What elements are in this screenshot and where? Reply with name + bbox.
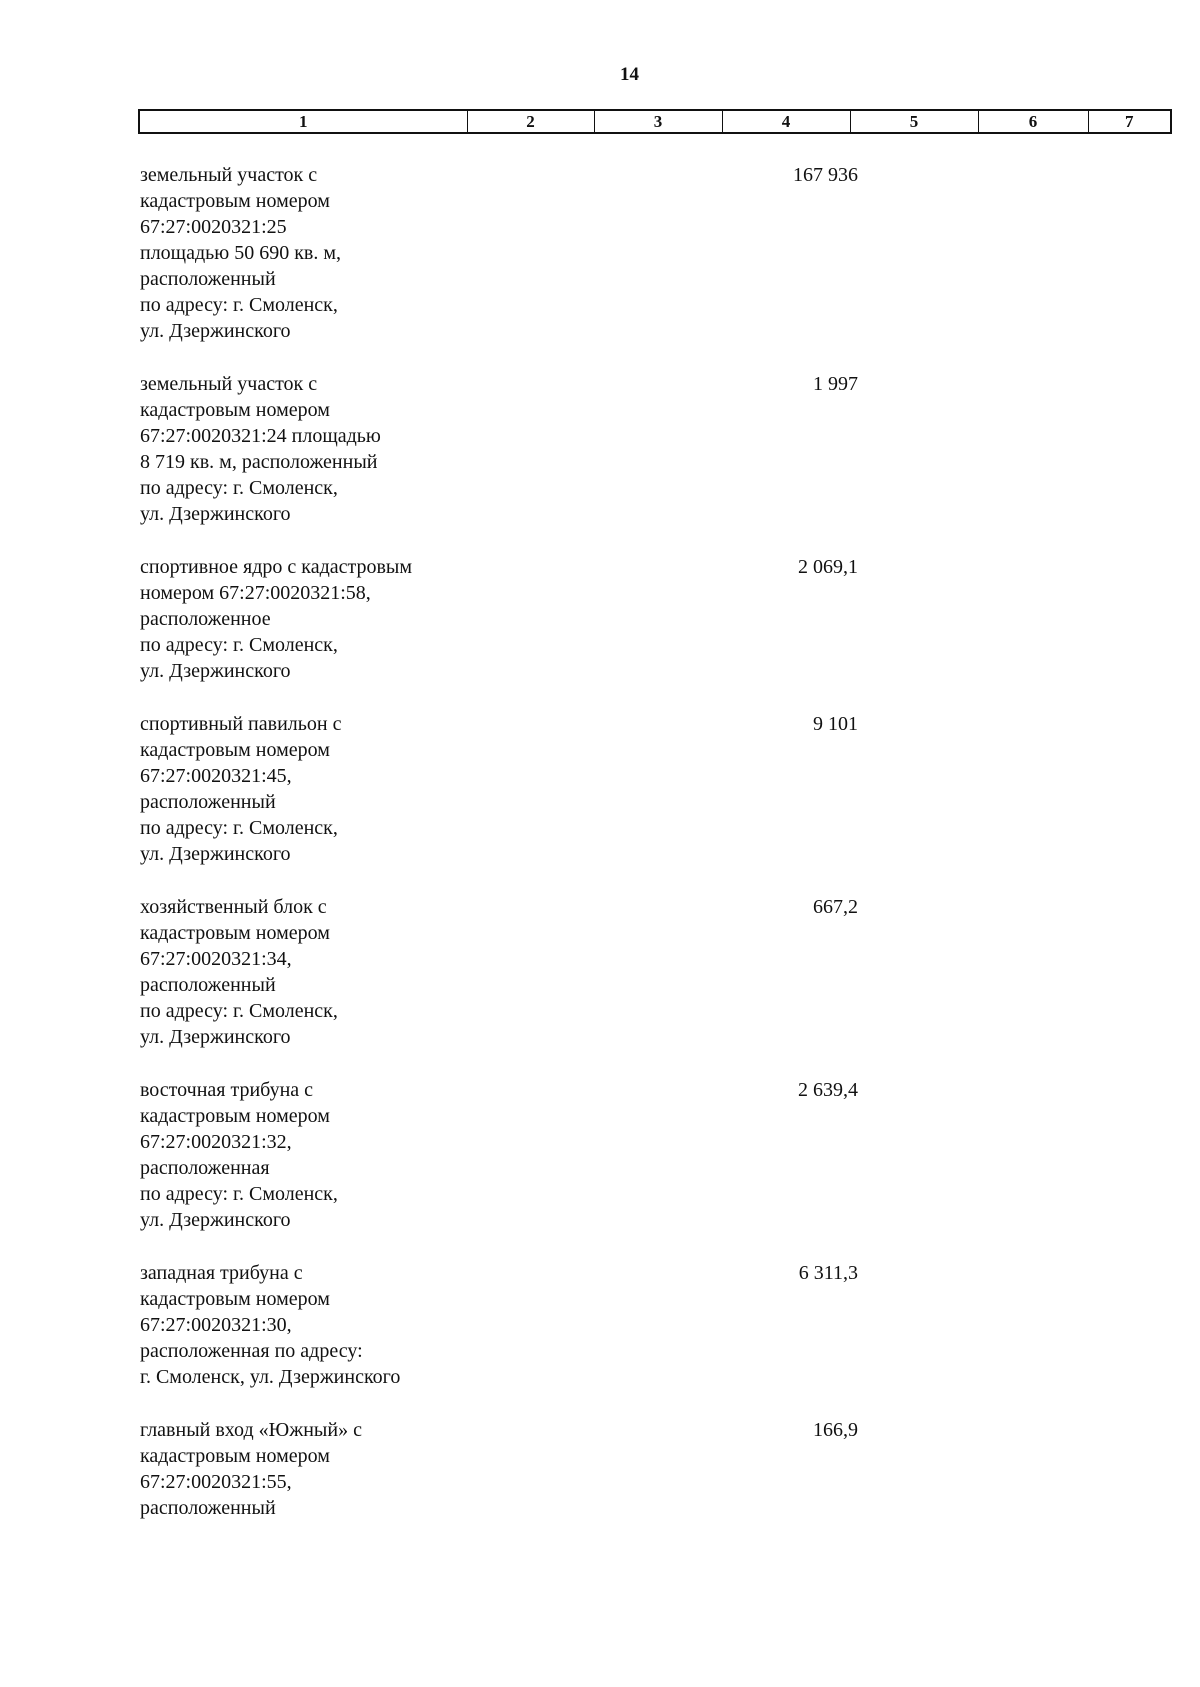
page-number: 14 — [620, 64, 639, 85]
property-description: главный вход «Южный» с кадастровым номером 67:27:0020321:55, расположенный — [140, 1419, 362, 1519]
property-entry — [140, 162, 858, 344]
property-description: восточная трибуна с кадастровым номером 67:27:0020321:32, расположенная по адресу: г. Смоленск, ул. Дзержинского — [140, 1079, 338, 1231]
column-number-1: 1 — [139, 110, 467, 133]
property-entry — [140, 1417, 858, 1521]
property-entry — [140, 371, 858, 527]
column-number-7: 7 — [1088, 110, 1171, 133]
property-entry — [140, 1260, 858, 1390]
property-entry — [140, 711, 858, 867]
property-entry — [140, 1077, 858, 1233]
property-description: западная трибуна с кадастровым номером 67:27:0020321:30, расположенная по адресу: г. Смоленск, ул. Дзержинского — [140, 1262, 401, 1388]
property-description: земельный участок с кадастровым номером 67:27:0020321:25 площадью 50 690 кв. м, расположенный по адресу: г. Смоленск, ул. Дзержинского — [140, 164, 342, 342]
column-number-3: 3 — [594, 110, 722, 133]
property-entry — [140, 894, 858, 1050]
property-list — [140, 162, 858, 1548]
property-value: 667,2 — [813, 896, 858, 918]
property-value: 1 997 — [813, 373, 858, 395]
property-value: 167 936 — [793, 164, 858, 186]
property-value: 166,9 — [813, 1419, 858, 1441]
column-number-4: 4 — [722, 110, 850, 133]
property-value: 2 639,4 — [798, 1079, 858, 1101]
column-number-header — [138, 109, 1172, 134]
property-value: 6 311,3 — [798, 1262, 858, 1284]
property-description: хозяйственный блок с кадастровым номером 67:27:0020321:34, расположенный по адресу: г. Смоленск, ул. Дзержинского — [140, 896, 338, 1048]
property-value: 9 101 — [813, 713, 858, 735]
property-entry — [140, 554, 858, 684]
property-value: 2 069,1 — [798, 556, 858, 578]
property-description: спортивное ядро с кадастровым номером 67:27:0020321:58, расположенное по адресу: г. Смоленск, ул. Дзержинского — [140, 556, 413, 682]
column-number-2: 2 — [467, 110, 594, 133]
property-description: земельный участок с кадастровым номером 67:27:0020321:24 площадью 8 719 кв. м, расположенный по адресу: г. Смоленск, ул. Дзержинского — [140, 373, 381, 525]
column-number-5: 5 — [850, 110, 978, 133]
property-description: спортивный павильон с кадастровым номером 67:27:0020321:45, расположенный по адресу: г. Смоленск, ул. Дзержинского — [140, 713, 342, 865]
column-number-6: 6 — [978, 110, 1088, 133]
